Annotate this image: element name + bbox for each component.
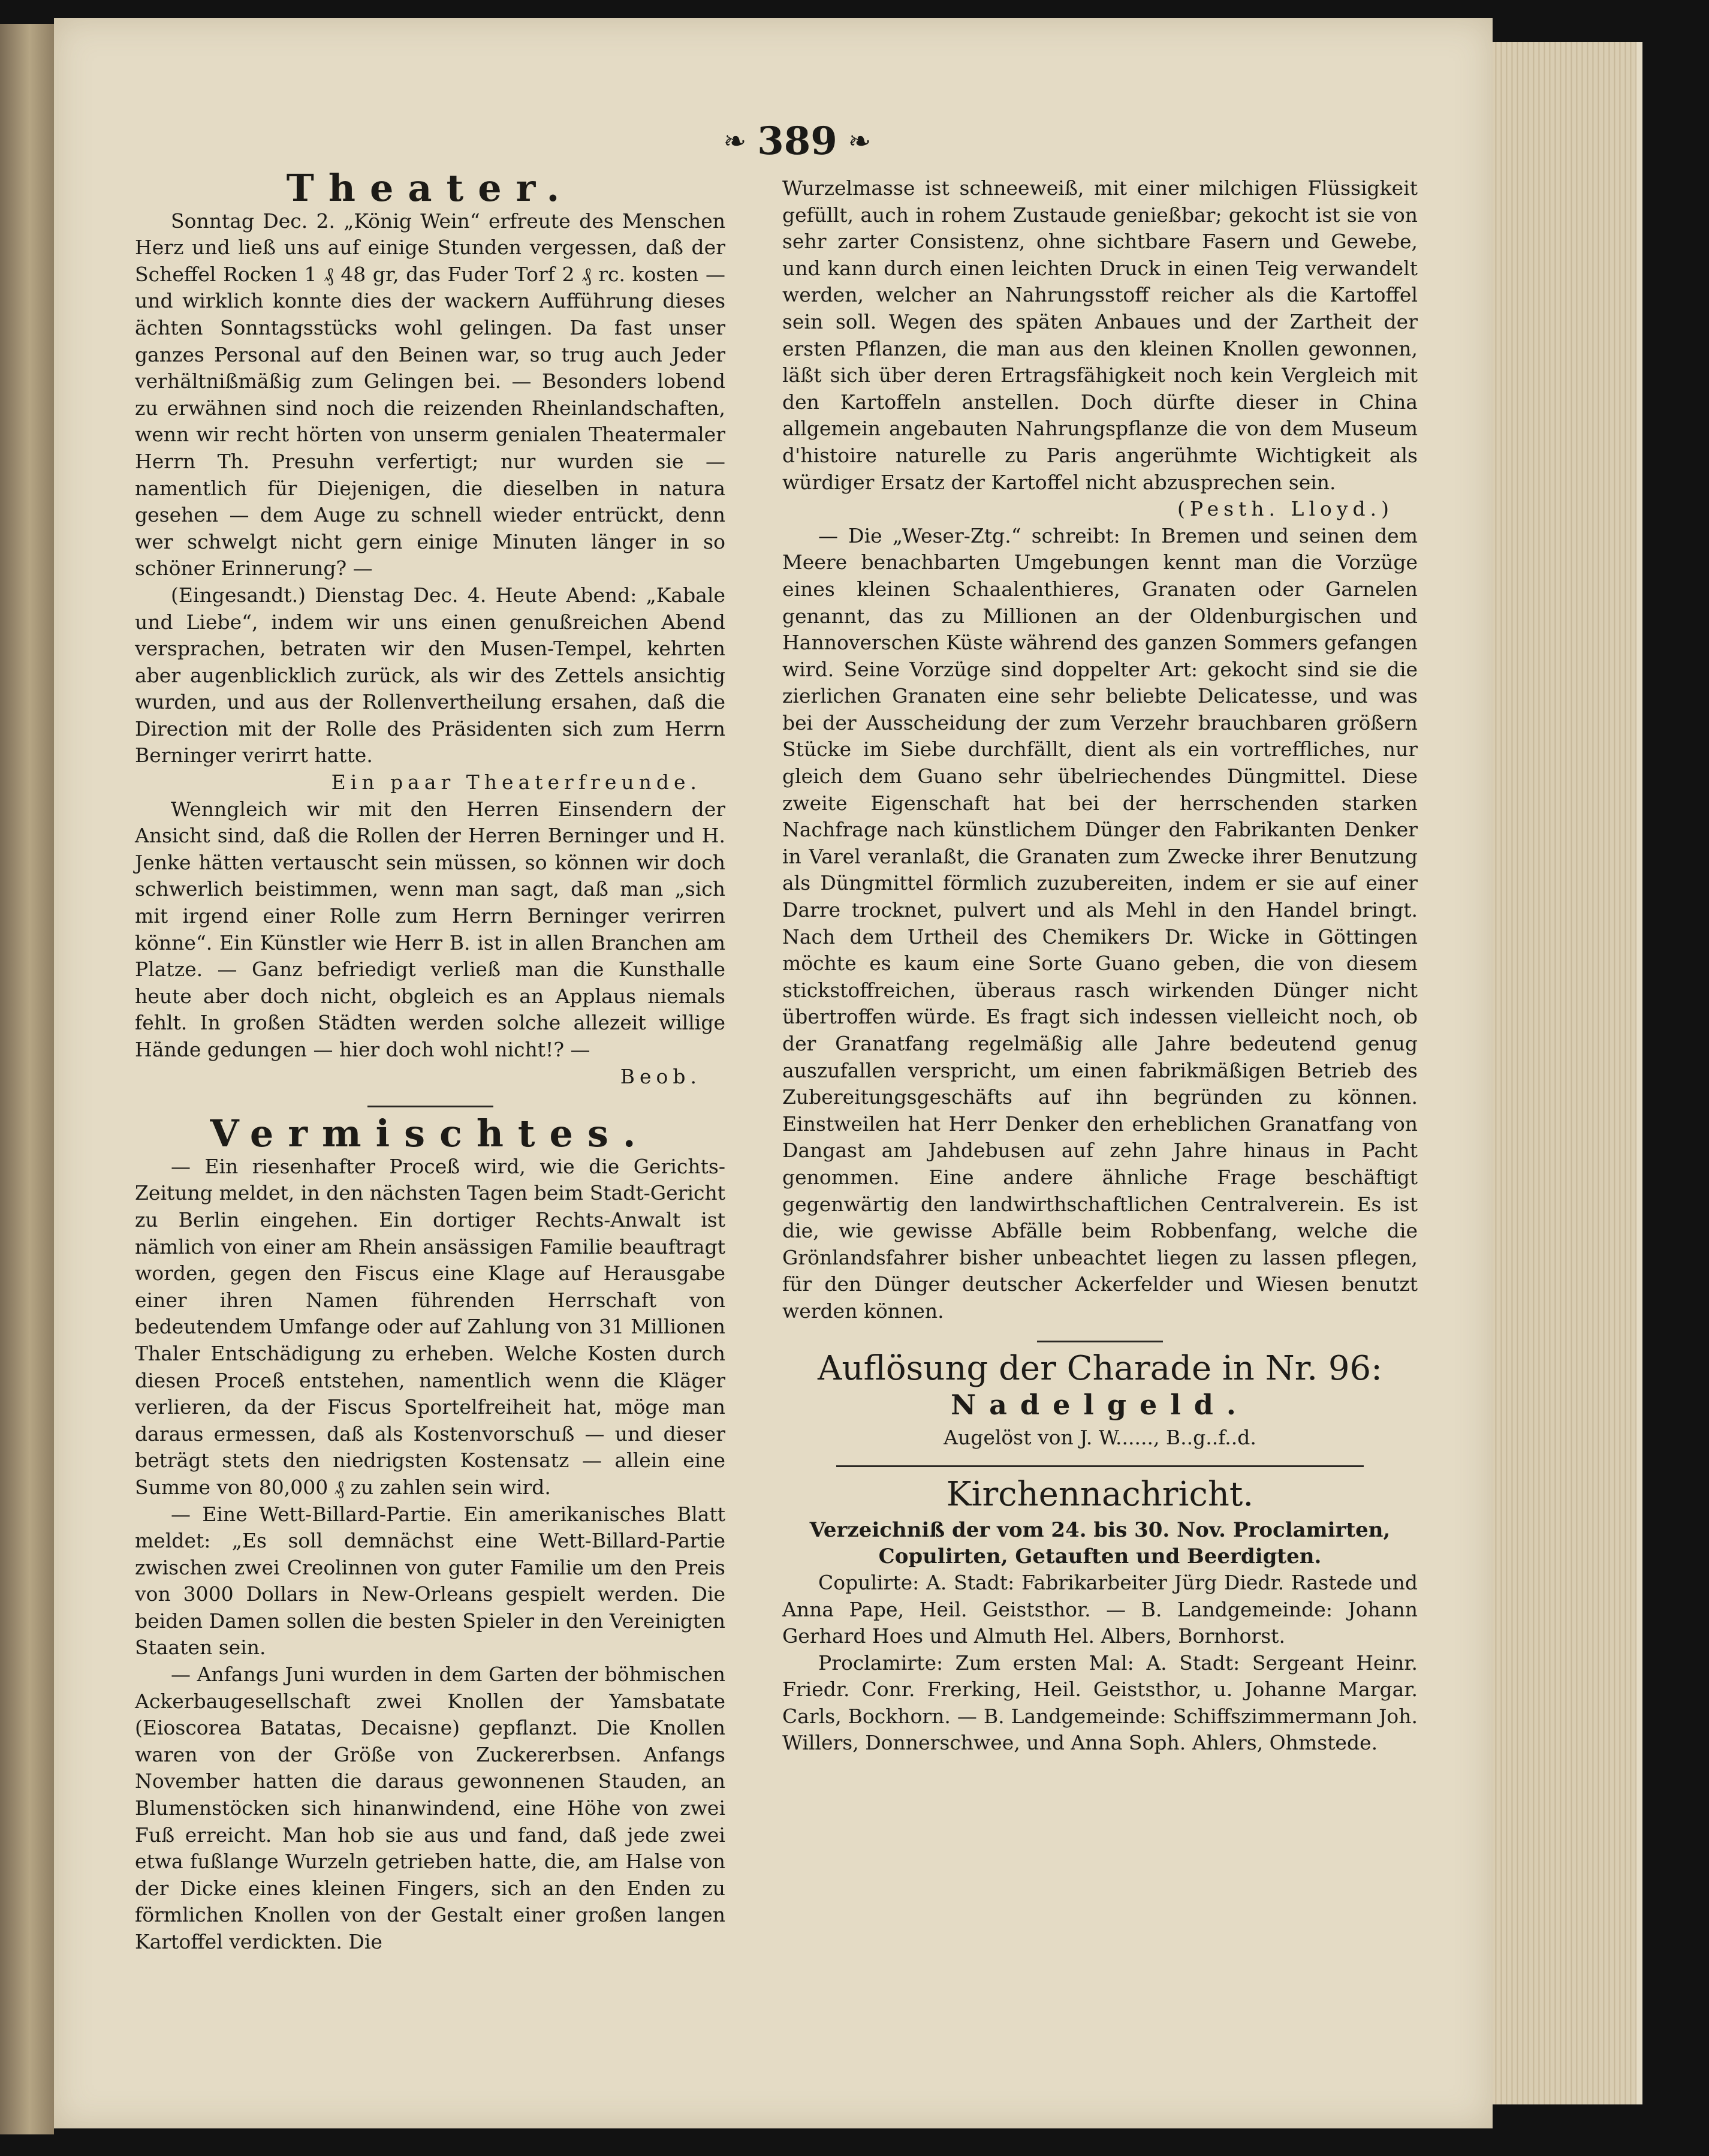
long-divider [836, 1465, 1364, 1467]
page-edges [1481, 42, 1642, 2104]
page-header [701, 114, 893, 168]
right-column [782, 175, 1418, 1757]
granaten-paragraph: — Die „Weser-Ztg.“ schreibt: In Bremen und seinen dem Meere benachbarten Umgebungen kennt man die Vorzüge eines kleinen Schaalenthieres, Granaten oder Garnelen genannt, das zu Millionen an der Oldenburgischen und Hannoverschen Küste während des ganzen Sommers gefangen wird. Seine Vorzüge sind doppelter Art: gekocht sind sie die zierlichen Granaten eine sehr beliebte Delicatesse, und was bei der Ausscheidung der zum Verzehr brauchbaren größern Stücke im Siebe durchfällt, dient als ein vortreffliches, nur gleich dem Guano sehr übelriechendes Düngmittel. Diese zweite Eigenschaft hat bei der herrschenden starken Nachfrage nach künstlichem Dünger den Fabrikanten Denker in Varel veranlaßt, die Granaten zum Zwecke ihrer Benutzung als Düngmittel förmlich zuzubereiten, indem er sie auf einer Darre trocknet, pulvert und als Mehl in den Handel bringt. Nach dem Urtheil des Chemikers Dr. Wicke in Göttingen möchte es kaum eine Sorte Guano geben, die von diesem stickstoffreichen, überaus rasch wirkenden Dünger nicht übertroffen würde. Es fragt sich indessen vielleicht noch, ob der Granatfang regelmäßig alle Jahre bedeutend genug auszufallen verspricht, um einen fabrikmäßigen Betrieb des Zubereitungsgeschäfts auf ihn begründen zu können. Einstweilen hat Herr Denker den erheblichen Granatfang von Dangast am Jahdebusen auf zehn Jahre hinaus in Pacht genommen. Eine andere ähnliche Frage beschäftigt gegenwärtig den landwirthschaftlichen Centralverein. Es ist die, wie gewisse Abfälle beim Robbenfang, welche die Grönlandsfahrer bisher unbeachtet liegen zu lassen pflegen, für den Dünger deutscher Ackerfelder und Wiesen benutzt werden können. [782, 523, 1418, 1323]
kirchen-subheading: Verzeichniß der vom 24. bis 30. Nov. Proclamirten, Copulirten, Getauften und Beerdigten. [809, 1517, 1391, 1568]
book-binding [0, 24, 54, 2134]
newspaper-page [54, 18, 1493, 2128]
left-ornament-icon: ❧ [723, 125, 747, 157]
page-number: 389 [757, 118, 837, 164]
kirchen-copulirte: Copulirte: A. Stadt: Fabrikarbeiter Jürg Diedr. Rastede und Anna Pape, Heil. Geiststhor. — B. Landgemeinde: Johann Gerhard Hoes und Almuth Hel. Albers, Bornhorst. [782, 1570, 1418, 1648]
charade-solution: Nadelgeld. [951, 1389, 1249, 1422]
theater-signature-1: Ein paar Theaterfreunde. [331, 770, 701, 794]
vermischtes-paragraph-3: — Anfangs Juni wurden in dem Garten der böhmischen Ackerbaugesellschaft zwei Knollen der Yamsbatate (Eioscorea Batatas, Decaisne) gepflanzt. Die Knollen waren von der Größe von Zuckererbsen. Anfangs November hatten die daraus gewonnenen Stauden, an Blumenstöcken sich hinanwindend, eine Höhe von zwei Fuß erreicht. Man hob sie aus und fand, daß jede zwei etwa fußlange Wurzeln getrieben hatte, die, am Halse von der Dicke eines kleinen Fingers, sich an den Enden zu förmlichen Knollen von der Gestalt einer großen langen Kartoffel verdickten. Die [135, 1663, 725, 1953]
charade-solved-by: Augelöst von J. W......, B..g..f..d. [944, 1425, 1256, 1449]
charade-heading: Auflösung der Charade in Nr. 96: [817, 1348, 1383, 1388]
theater-paragraph-2: (Eingesandt.) Dienstag Dec. 4. Heute Abend: „Kabale und Liebe“, indem wir uns einen genußreichen Abend versprachen, betraten wir den Musen-Tempel, kehrten aber augenblicklich zurück, als wir des Zettels ansichtig wurden, und aus der Rollenvertheilung ersahen, daß die Direction mit der Rolle des Präsidenten sich zum Herrn Berninger verirrt hatte. [135, 583, 725, 767]
yams-source: (Pesth. Lloyd.) [1177, 497, 1394, 521]
vermischtes-paragraph-1: — Ein riesenhafter Proceß wird, wie die Gerichts-Zeitung meldet, in den nächsten Tagen beim Stadt-Gericht zu Berlin eingehen. Ein dortiger Rechts-Anwalt ist nämlich von einer am Rhein ansässigen Familie beauftragt worden, gegen den Fiscus eine Klage auf Herausgabe einer ihren Namen führenden Herrschaft von bedeutendem Umfange oder auf Zahlung von 31 Millionen Thaler Entschädigung zu erheben. Welche Kosten durch diesen Proceß entstehen, namentlich wenn die Kläger verlieren, da der Fiscus Sportelfreiheit hat, möge man daraus ermessen, daß als Kostenvorschuß — und dieser beträgt stets den niedrigsten Kostensatz — allein eine Summe von 80,000 ₰ zu zahlen sein wird. [135, 1154, 725, 1499]
right-ornament-icon: ❧ [848, 125, 872, 157]
section-divider [367, 1106, 493, 1107]
theater-signature-2: Beob. [620, 1064, 701, 1088]
theater-paragraph-3: Wenngleich wir mit den Herren Einsendern der Ansicht sind, daß die Rollen der Herren Berninger und H. Jenke hätten vertauscht sein müssen, so können wir doch schwerlich beistimmen, wenn man sagt, daß man „sich mit irgend einer Rolle zum Herrn Berninger verirren könne“. Ein Künstler wie Herr B. ist in allen Branchen am Platze. — Ganz befriedigt verließ man die Kunsthalle heute aber doch nicht, obgleich es an Applaus niemals fehlt. In großen Städten werden solche allezeit willige Hände gedungen — hier doch wohl nicht!? — [135, 797, 725, 1061]
left-column [135, 166, 725, 1956]
yams-continuation: Wurzelmasse ist schneeweiß, mit einer milchigen Flüssigkeit gefüllt, auch in rohem Zustaude genießbar; gekocht ist sie von sehr zarter Consistenz, ohne sichtbare Fasern und Gewebe, und kann durch einen leichten Druck in einen Teig verwandelt werden, welcher an Nahrungsstoff reicher als die Kartoffel sein soll. Wegen des späten Anbaues und der Zartheit der ersten Pflanzen, die man aus den kleinen Knollen gewonnen, läßt sich über deren Ertragsfähigkeit noch kein Vergleich mit den Kartoffeln anstellen. Doch dürfte dieser in China allgemein angebauten Nahrungspflanze die von dem Museum d'histoire naturelle zu Paris angerühmte Wichtigkeit als würdiger Ersatz der Kartoffel nicht abzusprechen sein. [782, 176, 1418, 494]
vermischtes-heading: Vermischtes. [210, 1112, 650, 1156]
theater-heading: Theater. [286, 166, 574, 210]
kirchen-proclamirte: Proclamirte: Zum ersten Mal: A. Stadt: Sergeant Heinr. Friedr. Conr. Frerking, Heil. Geiststhor, u. Johanne Margar. Carls, Bockhorn. — B. Landgemeinde: Schiffszimmermann Joh. Willers, Donnerschwee, und Anna Soph. Ahlers, Ohmstede. [782, 1651, 1418, 1755]
section-divider-right [1037, 1341, 1163, 1342]
kirchen-heading: Kirchennachricht. [946, 1475, 1254, 1514]
vermischtes-paragraph-2: — Eine Wett-Billard-Partie. Ein amerikanisches Blatt meldet: „Es soll demnächst eine Wett-Billard-Partie zwischen zwei Creolinnen von guter Familie um den Preis von 3000 Dollars in New-Orleans gespielt werden. Die beiden Damen sollen die besten Spieler in den Vereinigten Staaten sein. [135, 1502, 725, 1660]
theater-paragraph-1: Sonntag Dec. 2. „König Wein“ erfreute des Menschen Herz und ließ uns auf einige Stunden vergessen, daß der Scheffel Rocken 1 ₰ 48 gr, das Fuder Torf 2 ₰ rc. kosten — und wirklich konnte dies der wackern Aufführung dieses ächten Sonntagsstücks wohl gelingen. Da fast unser ganzes Personal auf den Beinen war, so trug auch Jeder verhältnißmäßig zum Gelingen bei. — Besonders lobend zu erwähnen sind noch die reizenden Rheinlandschaften, wenn wir recht hörten von unserm genialen Theatermaler Herrn Th. Presuhn verfertigt; nur wurden sie — namentlich für Diejenigen, die dieselben in natura gesehen — dem Auge zu schnell wieder entrückt, denn wer schwelgt nicht gern einige Minuten länger in so schöner Erinnerung? — [135, 209, 725, 580]
